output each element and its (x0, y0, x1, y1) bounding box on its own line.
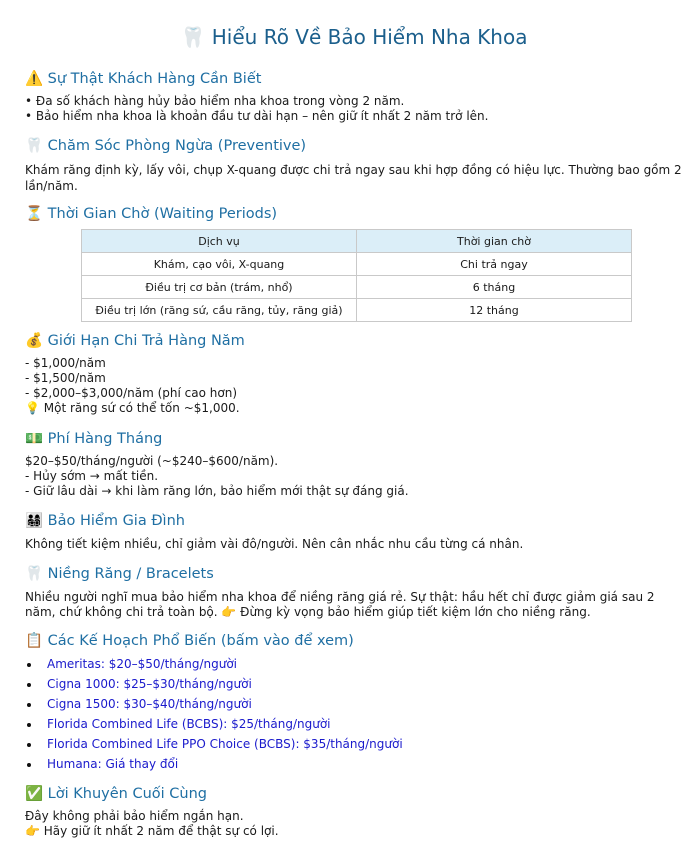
limits-heading: 💰 Giới Hạn Chi Trả Hàng Năm (25, 333, 245, 349)
braces-section (25, 565, 683, 620)
table-header-row (82, 230, 632, 253)
table-row (82, 253, 632, 276)
fact-item: • Đa số khách hàng hủy bảo hiểm nha khoa trong vòng 2 năm. (25, 94, 405, 108)
advice-item: 👉 Hãy giữ ít nhất 2 năm để thật sự có lợi. (25, 824, 279, 838)
limit-item: - $2,000–$3,000/năm (phí cao hơn) (25, 386, 238, 400)
list-item (25, 754, 683, 774)
monthly-section (25, 430, 683, 499)
plan-link-cigna-1000[interactable]: Cigna 1000: $25–$30/tháng/người (47, 677, 252, 691)
preventive-text: Khám răng định kỳ, lấy vôi, chụp X-quang được chi trả ngay sau khi hợp đồng có hiệu lực. Thường bao gồm 2 lần/năm. (25, 163, 682, 193)
page-title: 🦷 Hiểu Rõ Về Bảo Hiểm Nha Khoa (180, 25, 528, 49)
waiting-heading: ⏳ Thời Gian Chờ (Waiting Periods) (25, 206, 278, 222)
column-header: Dịch vụ (82, 230, 357, 253)
list-item (25, 734, 683, 754)
limits-section (25, 332, 683, 416)
advice-heading: ✅ Lời Khuyên Cuối Cùng (25, 786, 207, 802)
monthly-item: $20–$50/tháng/người (~$240–$600/năm). (25, 454, 279, 468)
monthly-heading: 💵 Phí Hàng Tháng (25, 431, 163, 447)
advice-section (25, 785, 683, 839)
preventive-heading: 🦷 Chăm Sóc Phòng Ngừa (Preventive) (25, 138, 307, 154)
column-header: Thời gian chờ (357, 230, 632, 253)
preventive-section (25, 137, 683, 194)
list-item (25, 674, 683, 694)
waiting-table (81, 229, 632, 322)
limit-item: 💡 Một răng sứ có thể tốn ~$1,000. (25, 401, 240, 415)
table-cell: Điều trị cơ bản (trám, nhổ) (82, 276, 357, 299)
family-text: Không tiết kiệm nhiều, chỉ giảm vài đô/người. Nên cân nhắc nhu cầu từng cá nhân. (25, 537, 524, 551)
plan-link-florida-ppo-choice[interactable]: Florida Combined Life PPO Choice (BCBS): $35/tháng/người (47, 737, 403, 751)
monthly-item: - Giữ lâu dài → khi làm răng lớn, bảo hiểm mới thật sự đáng giá. (25, 484, 409, 498)
list-item (25, 694, 683, 714)
braces-heading: 🦷 Niềng Răng / Bracelets (25, 566, 214, 582)
plans-section (25, 632, 683, 774)
plan-link-florida-combined-life[interactable]: Florida Combined Life (BCBS): $25/tháng/người (47, 717, 331, 731)
list-item (25, 654, 683, 674)
table-row (82, 299, 632, 322)
advice-item: Đây không phải bảo hiểm ngắn hạn. (25, 809, 244, 823)
table-cell: Khám, cạo vôi, X-quang (82, 253, 357, 276)
family-heading: 👨‍👩‍👧‍👦 Bảo Hiểm Gia Đình (25, 513, 185, 529)
table-cell: 6 tháng (357, 276, 632, 299)
table-cell: Chi trả ngay (357, 253, 632, 276)
fact-item: • Bảo hiểm nha khoa là khoản đầu tư dài hạn – nên giữ ít nhất 2 năm trở lên. (25, 109, 489, 123)
waiting-section (25, 205, 683, 322)
monthly-item: - Hủy sớm → mất tiền. (25, 469, 159, 483)
table-cell: Điều trị lớn (răng sứ, cầu răng, tủy, răng giả) (82, 299, 357, 322)
limit-item: - $1,500/năm (25, 371, 106, 385)
braces-text: Nhiều người nghĩ mua bảo hiểm nha khoa để niềng răng giá rẻ. Sự thật: hầu hết chỉ được giảm giá sau 2 năm, chứ không chi trả toàn bộ. 👉 Đừng kỳ vọng bảo hiểm giúp tiết kiệm lớn cho niềng răng. (25, 590, 655, 619)
facts-section (25, 70, 683, 124)
plans-heading: 📋 Các Kế Hoạch Phổ Biến (bấm vào để xem) (25, 633, 354, 649)
list-item (25, 714, 683, 734)
table-cell: 12 tháng (357, 299, 632, 322)
plan-link-cigna-1500[interactable]: Cigna 1500: $30–$40/tháng/người (47, 697, 252, 711)
table-row (82, 276, 632, 299)
limit-item: - $1,000/năm (25, 356, 106, 370)
plan-link-ameritas[interactable]: Ameritas: $20–$50/tháng/người (47, 657, 238, 671)
family-section (25, 512, 683, 552)
plans-list (25, 654, 683, 774)
plan-link-humana[interactable]: Humana: Giá thay đổi (47, 757, 179, 771)
facts-heading: ⚠️ Sự Thật Khách Hàng Cần Biết (25, 71, 262, 87)
